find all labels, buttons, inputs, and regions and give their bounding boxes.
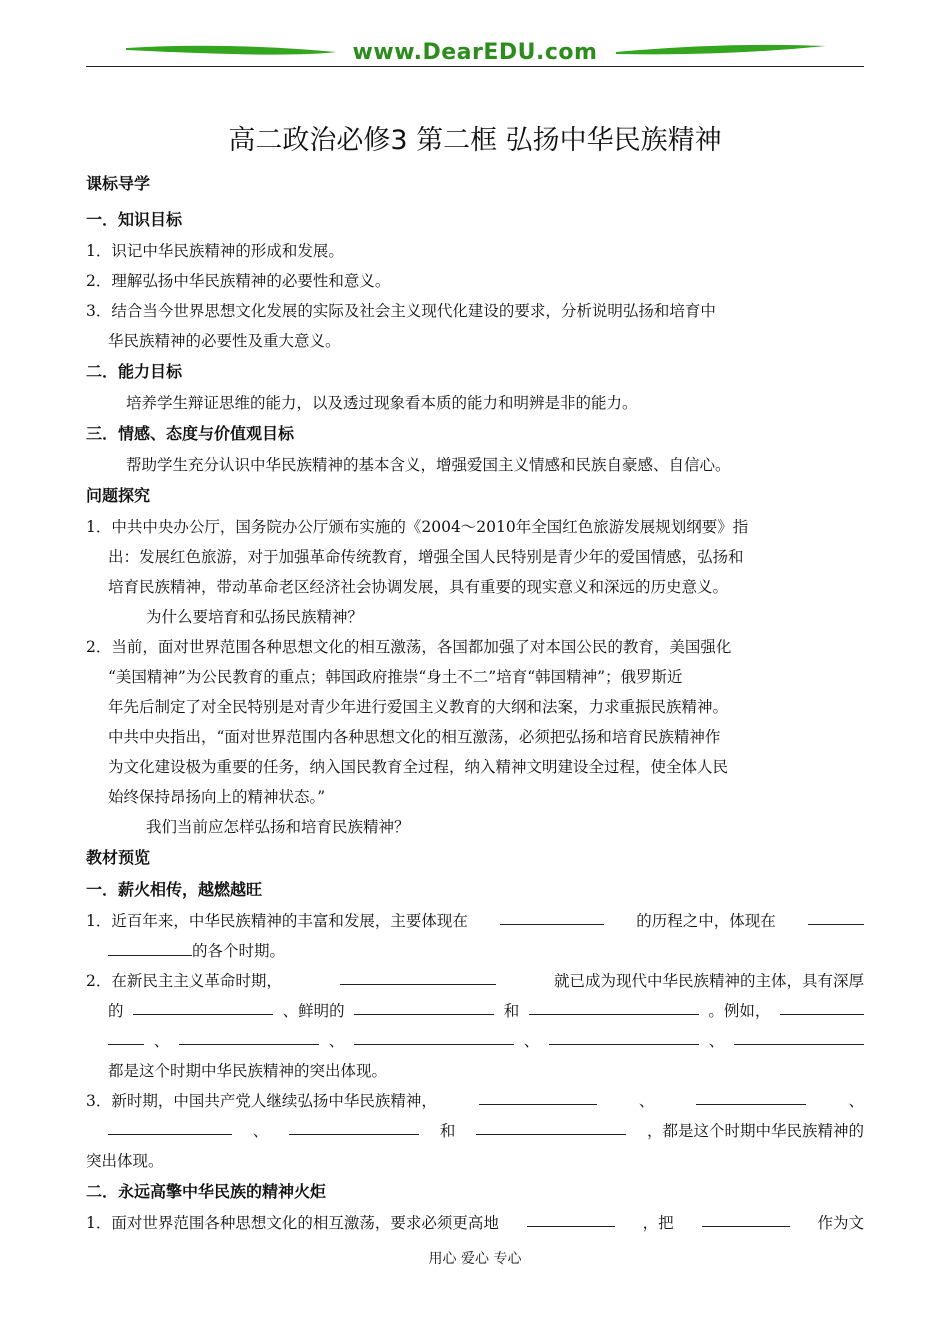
text-fragment: 、	[153, 1032, 170, 1050]
text-line: 为文化建设极为重要的任务，纳入国民教育全过程，纳入精神文明建设全过程，使全体人民	[108, 758, 729, 776]
answer-blank[interactable]	[289, 1116, 419, 1135]
text-fragment: ，都是这个时期中华民族精神的	[646, 1122, 864, 1140]
answer-blank[interactable]	[527, 1208, 615, 1227]
text-line: “美国精神”为公民教育的重点；韩国政府推崇“身土不二”培育“韩国精神”；俄罗斯近	[108, 668, 683, 686]
text-fragment: 就已成为现代中华民族精神的主体，具有深厚	[553, 972, 864, 990]
page-footer: 用心 爱心 专心	[428, 1251, 522, 1267]
page-title: 高二政治必修3 第二框 弘扬中华民族精神	[228, 125, 722, 156]
text-line: 突出体现。	[86, 1152, 164, 1170]
text-fragment: 、	[848, 1092, 864, 1110]
text-fragment: 作为文	[817, 1214, 864, 1232]
question-text: 我们当前应怎样弘扬和培育民族精神？	[146, 818, 410, 836]
text-line: 2．当前，面对世界范围各种思想文化的相互激荡，各国都加强了对本国公民的教育，美国强化	[86, 638, 732, 656]
answer-blank[interactable]	[479, 1086, 597, 1105]
subsection-heading: 二．能力目标	[86, 362, 183, 381]
text-line: 中共中央指出，“面对世界范围内各种思想文化的相互激荡，必须把弘扬和培育民族精神作	[108, 728, 721, 746]
text-line: 1．中共中央办公厅，国务院办公厅颁布实施的《2004～2010年全国红色旅游发展规划纲要》指	[86, 518, 749, 536]
text-fragment: 3．新时期，中国共产党人继续弘扬中华民族精神，	[86, 1092, 437, 1110]
text-fragment: 1．面对世界范围各种思想文化的相互激荡，要求必须更高地	[86, 1214, 499, 1232]
text-fragment: 和	[503, 1002, 520, 1020]
fill-line	[86, 936, 864, 966]
answer-blank[interactable]	[780, 996, 864, 1015]
header-rule	[86, 66, 864, 67]
text-fragment: 和	[439, 1122, 456, 1140]
subsection-heading: 三．情感、态度与价值观目标	[86, 424, 295, 443]
answer-blank[interactable]	[133, 996, 273, 1015]
text-fragment: 的各个时期。	[192, 942, 286, 960]
text-line: 3．结合当今世界思想文化发展的实际及社会主义现代化建设的要求，分析说明弘扬和培育中	[86, 302, 716, 320]
answer-blank[interactable]	[808, 906, 864, 925]
section-heading: 课标导学	[86, 174, 151, 193]
text-fragment: 的历程之中，体现在	[636, 912, 776, 930]
answer-blank[interactable]	[500, 906, 604, 925]
answer-blank[interactable]	[529, 996, 699, 1015]
text-line: 都是这个时期中华民族精神的突出体现。	[108, 1062, 388, 1080]
text-fragment: 、鲜明的	[282, 1002, 345, 1020]
answer-blank[interactable]	[549, 1026, 699, 1045]
text-line: 出：发展红色旅游，对于加强革命传统教育，增强全国人民特别是青少年的爱国情感，弘扬和	[108, 548, 744, 566]
fill-line	[86, 906, 864, 936]
fill-line	[86, 1086, 864, 1116]
text-fragment: 、	[708, 1032, 725, 1050]
text-fragment: 、	[523, 1032, 540, 1050]
answer-blank[interactable]	[696, 1086, 806, 1105]
answer-blank[interactable]	[702, 1208, 790, 1227]
text-line: 华民族精神的必要性及重大意义。	[108, 332, 341, 350]
text-line: 始终保持昂扬向上的精神状态。”	[108, 788, 326, 806]
site-header	[86, 36, 864, 70]
subsection-heading: 一．薪火相传，越燃越旺	[86, 880, 263, 899]
fill-line	[86, 1116, 864, 1146]
section-heading: 教材预览	[86, 848, 151, 867]
subsection-heading: 二．永远高擎中华民族的精神火炬	[86, 1182, 327, 1201]
answer-blank[interactable]	[476, 1116, 626, 1135]
answer-blank[interactable]	[108, 937, 192, 956]
answer-blank[interactable]	[179, 1026, 319, 1045]
text-fragment: 的	[108, 1002, 124, 1020]
section-heading: 问题探究	[86, 486, 151, 505]
text-fragment: ，把	[642, 1214, 674, 1232]
text-line: 1．识记中华民族精神的形成和发展。	[86, 242, 344, 260]
answer-blank[interactable]	[340, 966, 496, 985]
text-line: 2．理解弘扬中华民族精神的必要性和意义。	[86, 272, 391, 290]
site-logo-text[interactable]: www.DearEDU.com	[352, 40, 598, 65]
fill-line	[86, 1026, 864, 1056]
text-line: 培养学生辩证思维的能力，以及透过现象看本质的能力和明辨是非的能力。	[126, 394, 638, 412]
answer-blank[interactable]	[354, 1026, 514, 1045]
answer-blank[interactable]	[108, 1026, 144, 1045]
answer-blank[interactable]	[108, 1116, 232, 1135]
fill-line	[86, 1208, 864, 1238]
text-line: 培育民族精神，带动革命老区经济社会协调发展，具有重要的现实意义和深远的历史意义。	[108, 578, 729, 596]
question-text: 为什么要培育和弘扬民族精神？	[146, 608, 364, 626]
text-line: 年先后制定了对全民特别是对青少年进行爱国主义教育的大纲和法案，力求重振民族精神。	[108, 698, 729, 716]
text-fragment: 、	[638, 1092, 655, 1110]
answer-blank[interactable]	[734, 1026, 864, 1045]
text-fragment: 1．近百年来，中华民族精神的丰富和发展，主要体现在	[86, 912, 468, 930]
fill-line	[86, 966, 864, 996]
text-fragment: 2．在新民主主义革命时期，	[86, 972, 282, 990]
subsection-heading: 一．知识目标	[86, 210, 183, 229]
fill-line	[86, 996, 864, 1026]
document-body	[86, 168, 864, 1238]
answer-blank[interactable]	[354, 996, 494, 1015]
text-fragment: 。例如，	[708, 1002, 771, 1020]
text-fragment: 、	[252, 1122, 269, 1140]
text-line: 帮助学生充分认识中华民族精神的基本含义，增强爱国主义情感和民族自豪感、自信心。	[126, 456, 731, 474]
text-fragment: 、	[328, 1032, 345, 1050]
